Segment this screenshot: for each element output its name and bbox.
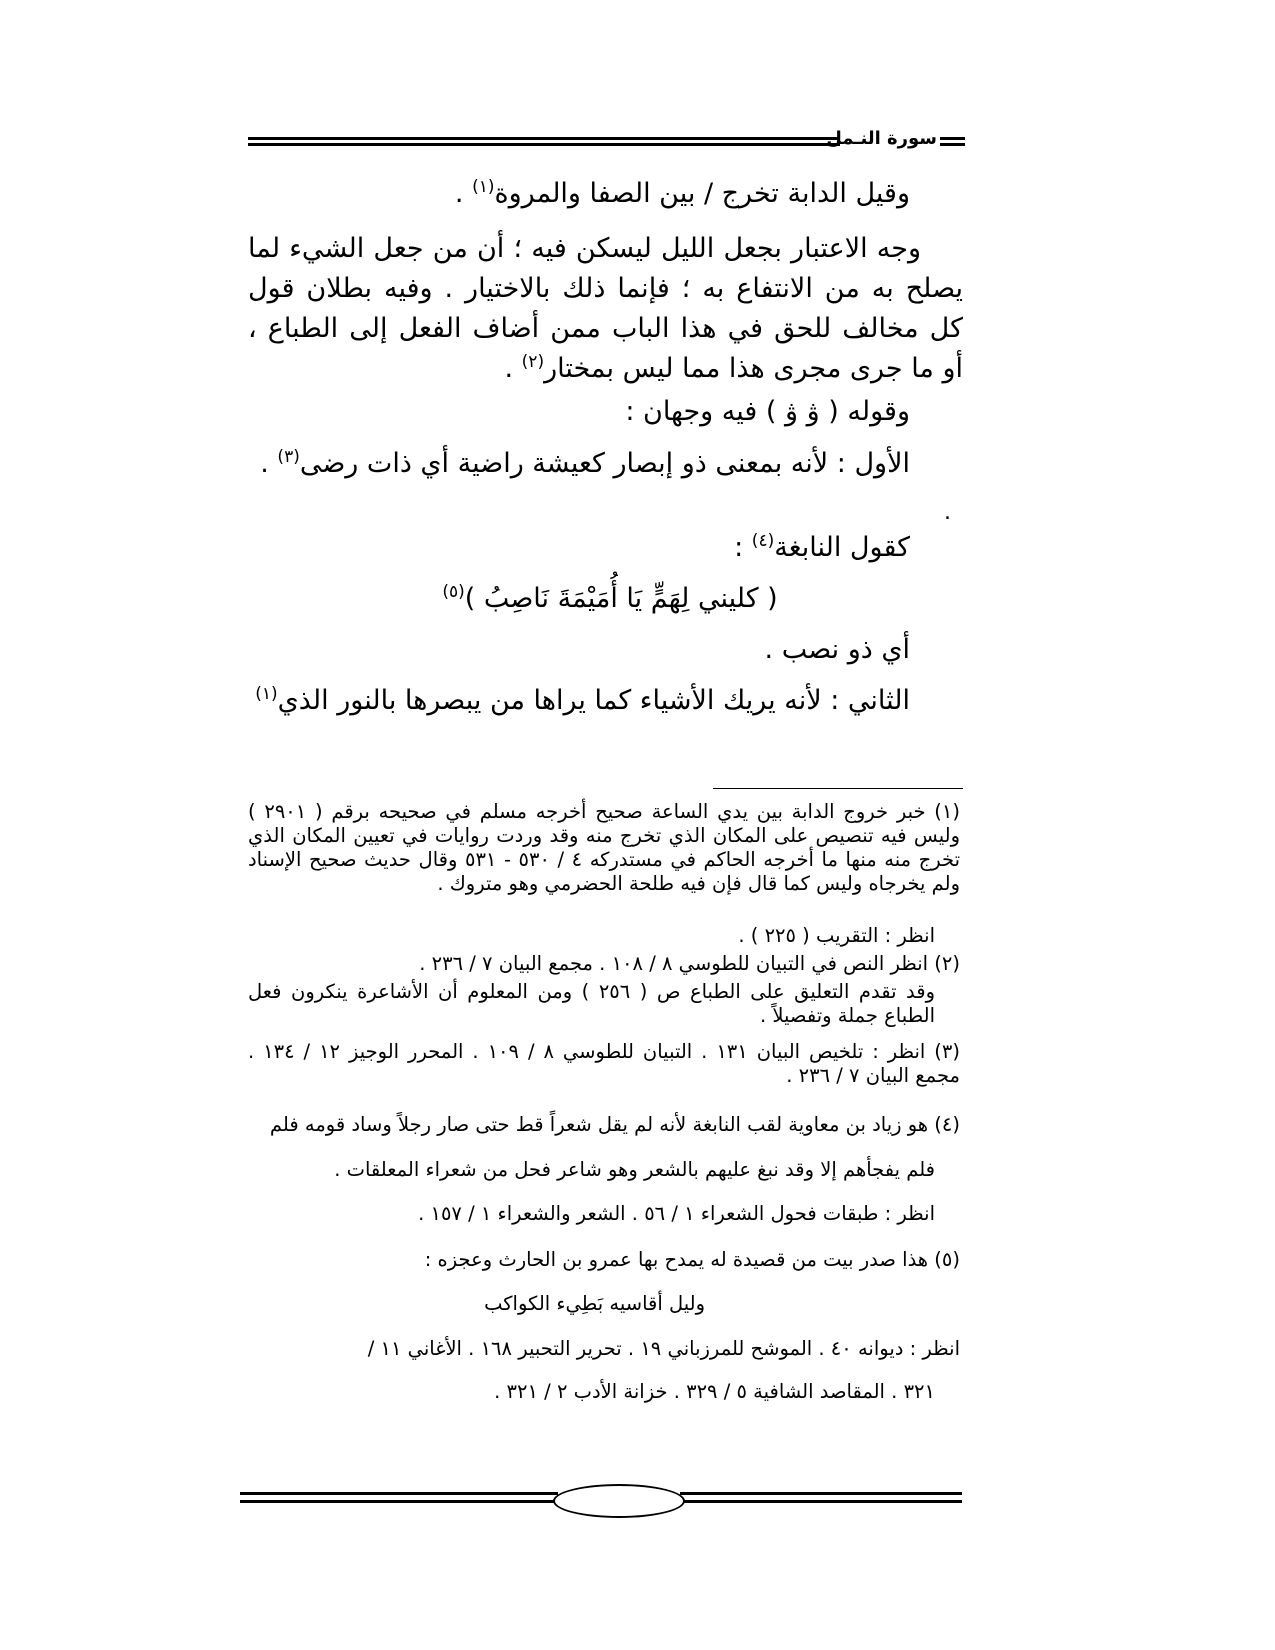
footnote-5-verse: وليل أقاسيه بَطِيء الكواكب [484,1292,705,1315]
footnote-2: (٢) انظر النص في التبيان للطوسي ٨ / ١٠٨ . مجمع البيان ٧ / ٢٣٦ . [419,952,960,975]
poem-verse [390,583,830,614]
paragraph-7-text: الثاني : لأنه يريك الأشياء كما يراها من يبصرها بالنور الذي [277,685,910,716]
header-rule-top [248,137,840,140]
paragraph-6: أي ذو نصب . [764,634,910,665]
footer-rule-left-bottom [240,1500,558,1503]
footnote-2-note: وقد تقدم التعليق على الطباع ص ( ٢٥٦ ) ومن المعلوم أن الأشاعرة ينكرون فعل الطباع جملة وتفصيلاً . [248,980,936,1027]
paragraph-2-end: . [504,353,522,384]
footnote-ref-4: (٤) [751,531,775,551]
paragraph-2 [248,229,963,389]
paragraph-4-end: . [260,448,278,479]
header-rule-bottom [248,143,840,146]
header-rule-right-bottom [940,143,965,146]
paragraph-5 [734,532,910,563]
footnote-1-source: انظر : التقريب ( ٢٢٥ ) . [738,924,935,947]
paragraph-2-text: وجه الاعتبار بجعل الليل ليسكن فيه ؛ أن من جعل الشيء لما يصلح به من الانتفاع به ؛ فإنما ذلك بالاختيار . وفيه بطلان قول كل مخالف للحق في هذا الباب ممن أضاف الفعل إلى الطباع ، أو ما جرى مجرى هذا مما ليس بمختار [248,233,963,384]
footnote-4: (٤) هو زياد بن معاوية لقب النابغة لأنه لم يقل شعراً قط حتى صار رجلاً وساد قومه فلم [269,1113,960,1136]
footnote-ref-5: (٥) [442,582,465,602]
footer-rule-right-bottom [680,1500,962,1503]
footnote-5: (٥) هذا صدر بيت من قصيدة له يمدح بها عمرو بن الحارث وعجزه : [424,1248,960,1271]
footnote-ref-1: (١) [472,177,495,197]
running-head: سورة النـمل [826,128,937,149]
footnote-1: (١) خبر خروج الدابة بين يدي الساعة صحيح أخرجه مسلم في صحيحه برقم ( ٢٩٠١ ) وليس فيه تنصيص على المكان الذي تخرج منه وقد وردت روايات في تعيين المكان الذي تخرج منه منها ما أخرجه الحاكم في مستدركه ٤ / ٥٣٠ - ٥٣١ وقال حديث صحيح الإسناد ولم يخرجاه وليس كما قال فإن فيه طلحة الحضرمي وهو متروك . [248,800,961,895]
paragraph-1-end: . [454,178,473,209]
paragraph-1 [455,178,910,209]
paragraph-5-end: : [734,532,752,563]
footnote-4-line-3: انظر : طبقات فحول الشعراء ١ / ٥٦ . الشعر والشعراء ١ / ١٥٧ . [418,1202,935,1225]
paragraph-1-text: وقيل الدابة تخرج / بين الصفا والمروة [494,178,910,209]
page-number-oval [553,1484,685,1518]
footnote-ref-6: (١) [255,684,278,704]
footnote-3: (٣) انظر : تلخيص البيان ١٣١ . التبيان للطوسي ٨ / ١٠٩ . المحرر الوجيز ١٢ / ١٣٤ . مجمع البيان ٧ / ٢٣٦ . [248,1040,961,1087]
footnote-4-line-2: فلم يفجأهم إلا وقد نبغ عليهم بالشعر وهو شاعر فحل من شعراء المعلقات . [334,1158,935,1181]
paragraph-4 [260,448,910,479]
footnote-ref-2: (٢) [521,352,545,372]
poem-text: ( كليني لِهَمٍّ يَا أُمَيْمَةَ نَاصِبُ ) [464,583,778,614]
footer-rule-right-top [680,1492,962,1495]
stray-dot: . [944,500,951,525]
paragraph-4-text: الأول : لأنه بمعنى ذو إبصار كعيشة راضية أي ذات رضى [299,448,910,479]
paragraph-3: وقوله ( ۋ ۋ ) فيه وجهان : [625,396,910,427]
paragraph-5-text: كقول النابغة [774,532,910,563]
footnote-ref-3: (٣) [277,447,300,467]
footnote-separator [713,788,963,789]
header-rule-right-top [940,137,965,140]
footnote-5-line-3: ٣٢١ . المقاصد الشافية ٥ / ٣٢٩ . خزانة الأدب ٢ / ٣٢١ . [494,1380,935,1403]
paragraph-7 [255,685,910,716]
footer-rule-left-top [240,1492,558,1495]
footnote-5-line-2: انظر : ديوانه ٤٠ . الموشح للمرزباني ١٩ . تحرير التحبير ١٦٨ . الأغاني ١١ / [367,1337,960,1360]
